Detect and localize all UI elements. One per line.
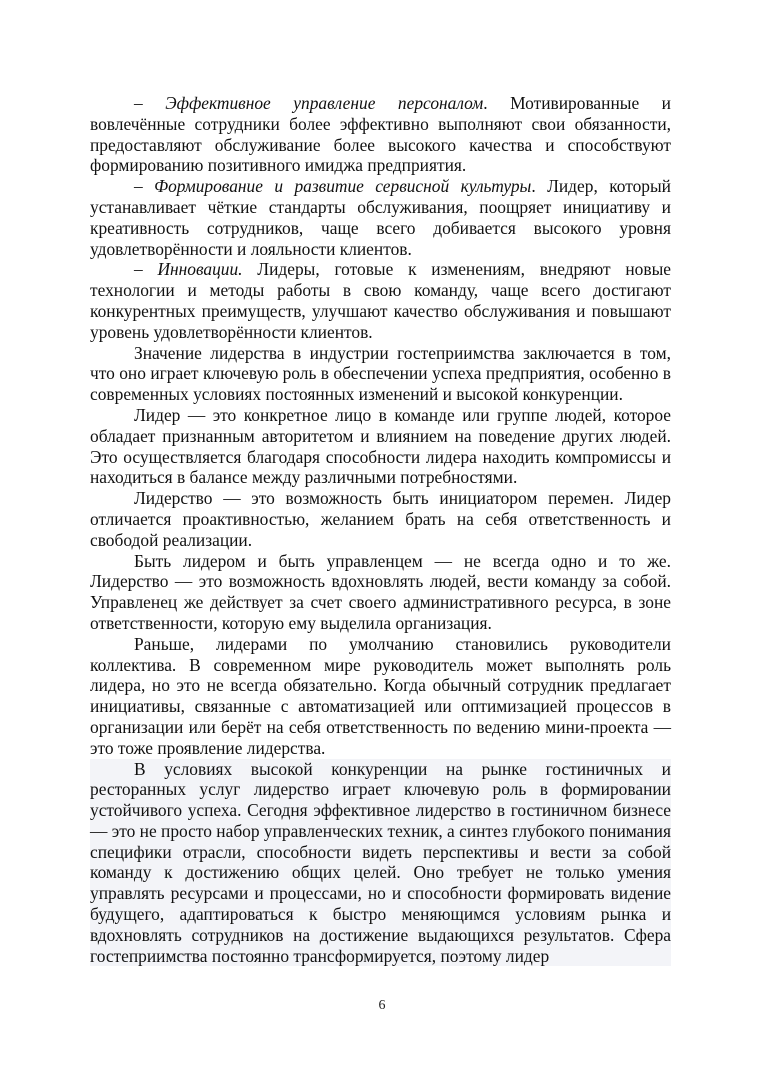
paragraph-leader-vs-manager: Быть лидером и быть управленцем — не всегда одно и то же. Лидерство — это возможность вдохновлять людей, вести команду за собой. Управленец же действует за счет своего административного ресурса, в зоне ответственности, которую ему выделила организация. [90,550,671,633]
paragraph-lead: – Инновации. [134,259,243,280]
paragraph-lead: – Эффективное управление персоналом [134,93,484,113]
paragraph-innovations [90,259,671,342]
paragraph-leader-definition: Лидер — это конкретное лицо в команде или группе людей, которое обладает признанным авторитетом и влиянием на поведение других людей. Это осуществляется благодаря способности лидера находить компромиссы и находиться в балансе между различными потребностями. [90,404,671,488]
page-number: 6 [378,998,386,1013]
paragraph-text: Лидеры, готовые к изменениям, внедряют новые технологии и методы работы в свою команду, чаще всего достигают конкурентных преимуществ, улучшают качество обслуживания и повышают уровень удовлетворённости клиентов. [90,259,671,342]
paragraph-lead: – Формирование и развитие сервисной культуры [134,176,532,197]
paragraph-text: . Мотивированные и вовлечённые сотрудники более эффективно выполняют свои обязанности, предоставляют обслуживание более высокого качества и способствуют формированию позитивного имиджа предприятия. [90,93,671,176]
paragraph-service-culture [90,176,671,259]
paragraph-leadership-initiative: Лидерство — это возможность быть инициатором перемен. Лидер отличается проактивностью, желанием брать на себя ответственность и свободой реализации. [90,488,671,550]
paragraph-competitive-market: В условиях высокой конкуренции на рынке гостиничных и ресторанных услуг лидерство играет ключевую роль в формировании устойчивого успеха. Сегодня эффективное лидерство в гостиничном бизнесе — это не просто набор управленческих техник, а синтез глубокого понимания специфики отрасли, способности видеть перспективы и вести за собой команду к достижению общих целей. Оно требует не только умения управлять ресурсами и процессами, но и способности формировать видение будущего, адаптироваться к быстро меняющимся условиям рынка и вдохновлять сотрудников на достижение выдающихся результатов. Сфера гостеприимства постоянно трансформируется, поэтому лидер [90,758,671,966]
body-text [90,93,671,966]
paragraph-leaders-in-past: Раньше, лидерами по умолчанию становились руководители коллектива. В современном мире руководитель может выполнять роль лидера, но это не всегда обязательно. Когда обычный сотрудник предлагает инициативы, связанные с автоматизацией или оптимизацией процессов в организации или берёт на себя ответственность по ведению мини-проекта — это тоже проявление лидерства. [90,633,671,758]
paragraph-personnel-management [90,93,671,176]
paragraph-text: . Лидер, который устанавливает чёткие стандарты обслуживания, поощряет инициативу и креативность сотрудников, чаще всего добивается высокого уровня удовлетворённости и лояльности клиентов. [90,176,671,259]
paragraph-leadership-importance: Значение лидерства в индустрии гостеприимства заключается в том, что оно играет ключевую роль в обеспечении успеха предприятия, особенно в современных условиях постоянных изменений и высокой конкуренции. [90,342,671,405]
